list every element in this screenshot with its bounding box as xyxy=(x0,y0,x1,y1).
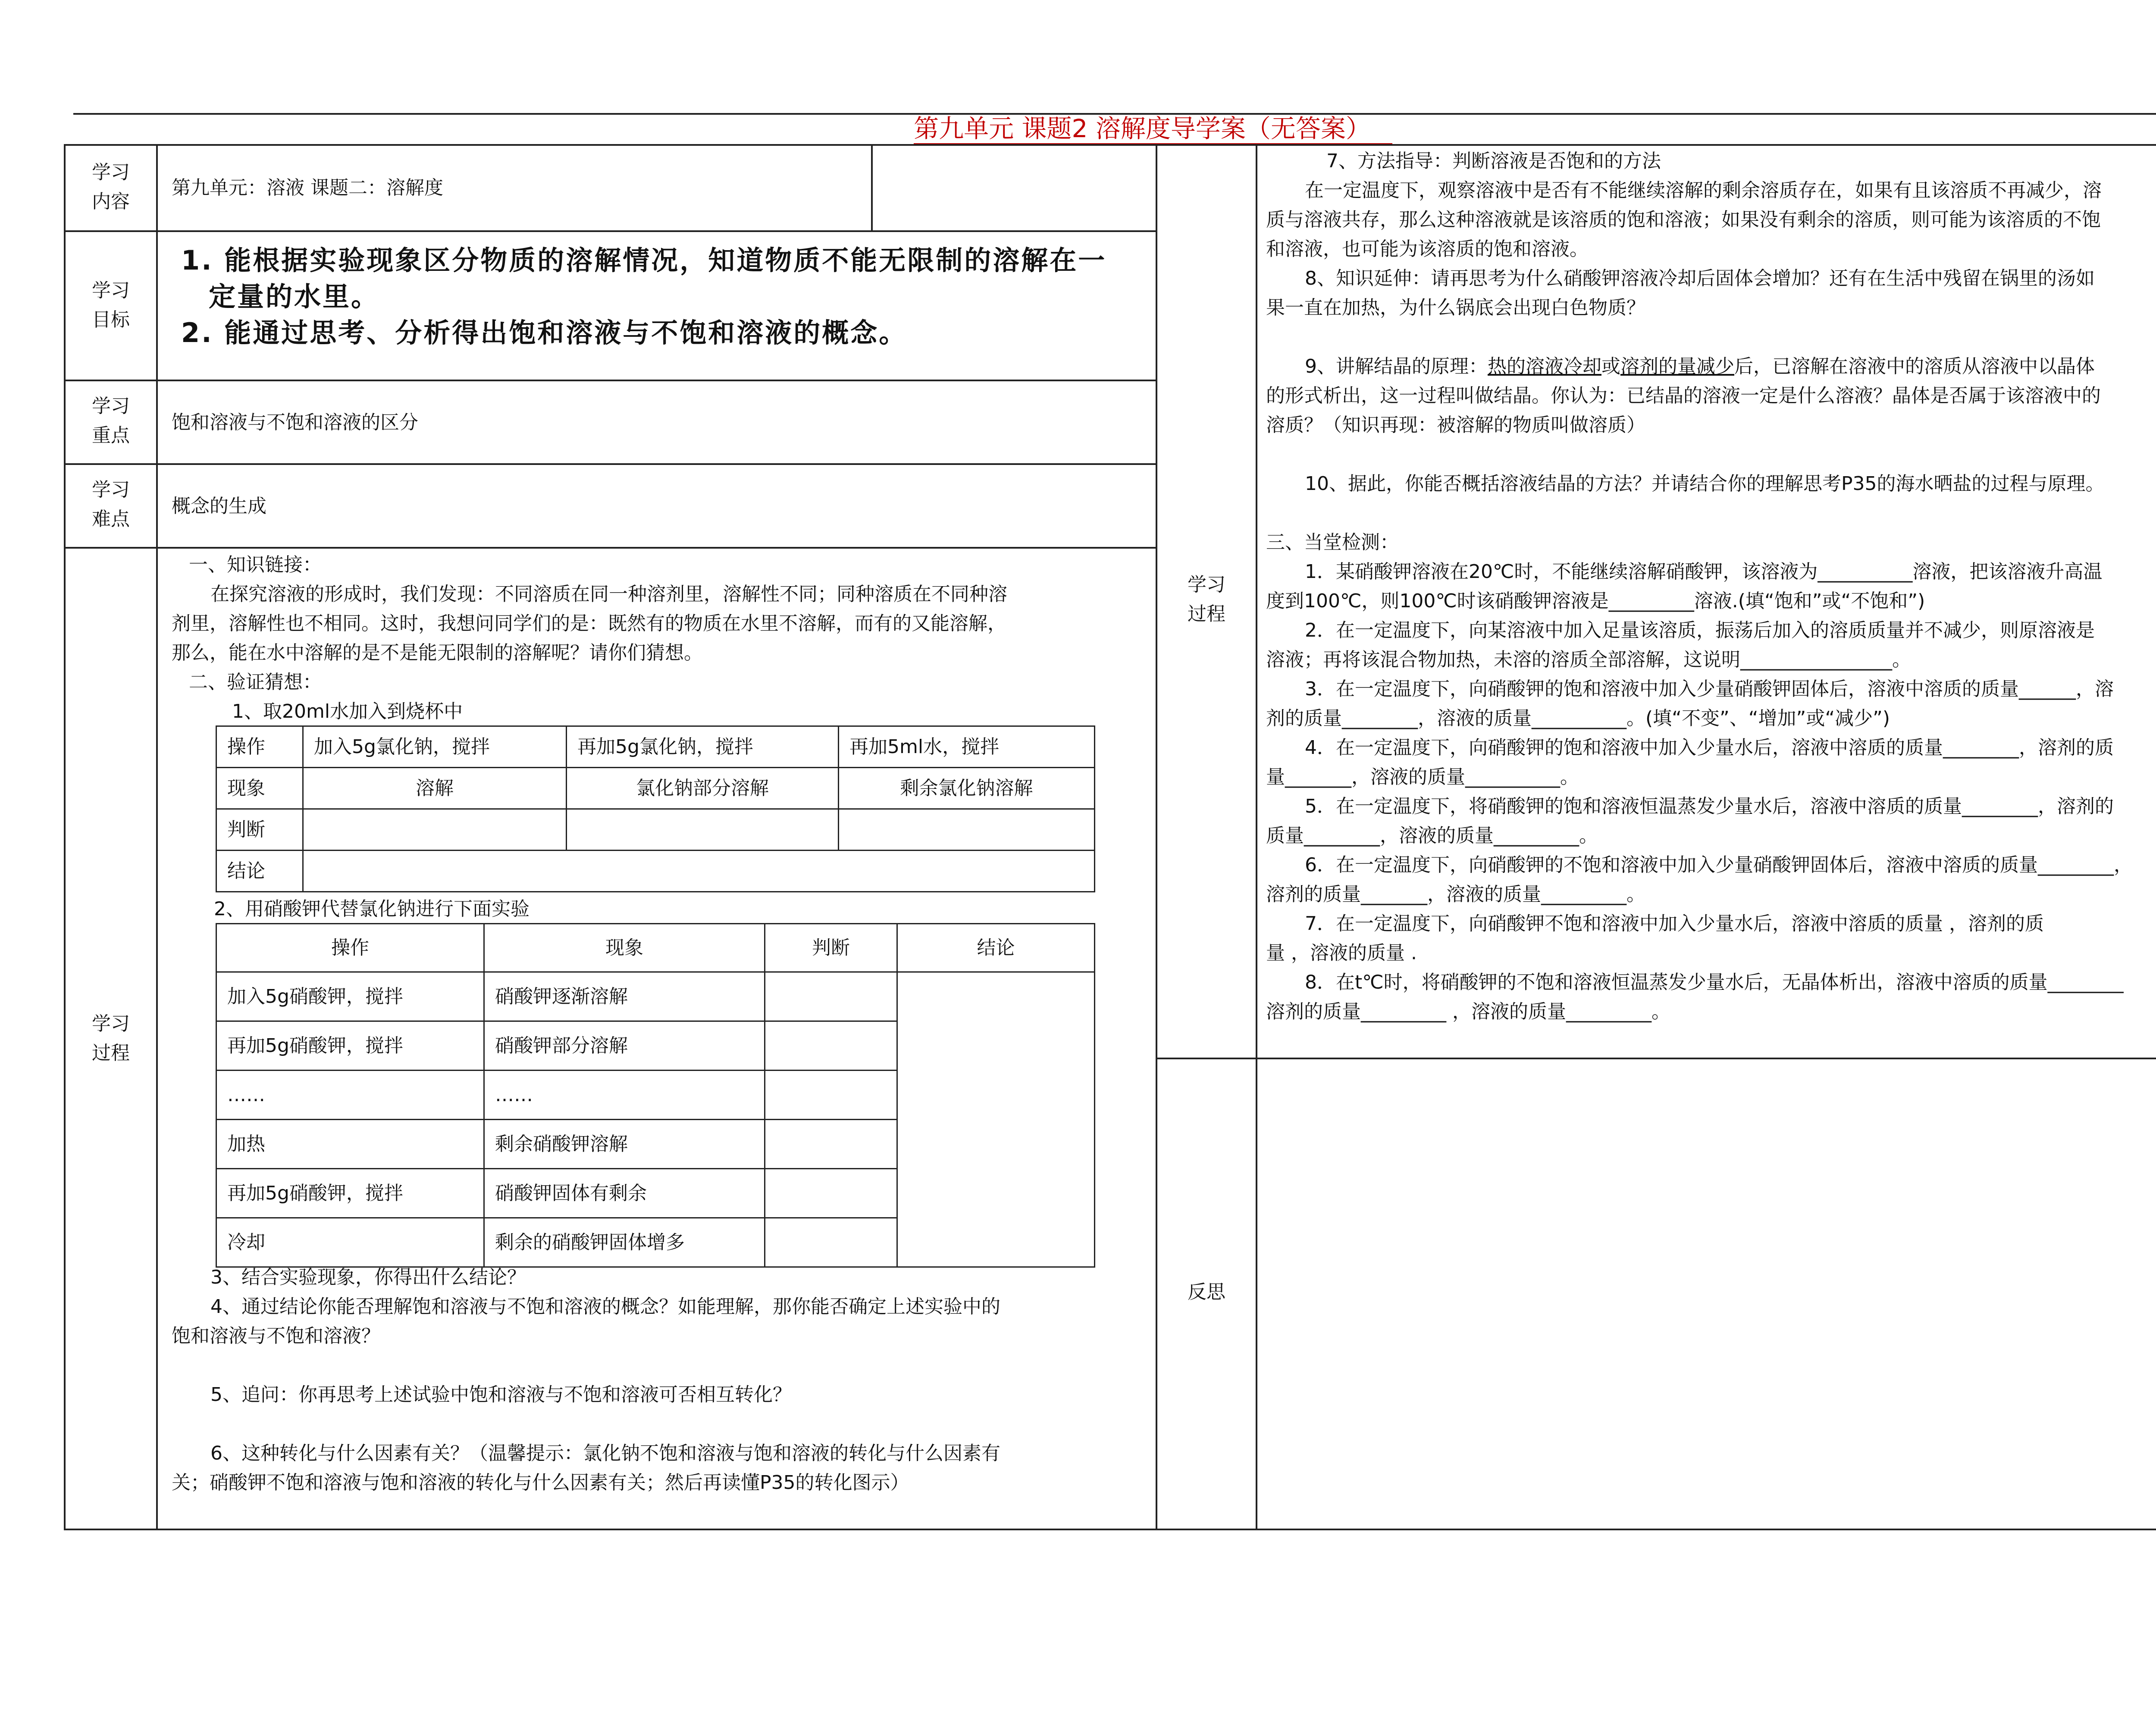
test-line: 8．在t℃时，将硝酸钾的不饱和溶液恒温蒸发少量水后，无晶体析出，溶液中溶质的质量________ xyxy=(1305,971,2124,993)
test-line: 量_______，溶液的质量__________。 xyxy=(1266,766,1579,788)
experiment-heading: 1、取20ml水加入到烧杯中 xyxy=(232,700,463,722)
test-line: 7．在一定温度下，向硝酸钾不饱和溶液中加入少量水后，溶液中溶质的质量 ，溶剂的质 xyxy=(1305,913,2044,935)
question-line: 6、这种转化与什么因素有关？（温馨提示：氯化钠不饱和溶液与饱和溶液的转化与什么因素有 xyxy=(210,1442,1000,1464)
label-reflection: 反思 xyxy=(1188,1281,1225,1303)
table-row xyxy=(216,726,1095,768)
table-cell: 加入5g硝酸钾，搅拌 xyxy=(216,972,484,1021)
table-cell xyxy=(839,809,1095,851)
table-cell xyxy=(765,972,897,1021)
table-cell: 现象 xyxy=(216,768,303,809)
table-cell: 剩余的硝酸钾固体增多 xyxy=(484,1218,765,1267)
table-cell: 现象 xyxy=(484,924,765,972)
label-study-focus: 学习重点 xyxy=(92,395,130,446)
table-cell: 操作 xyxy=(216,924,484,972)
question-line: 饱和溶液与不饱和溶液？ xyxy=(172,1325,380,1347)
study-focus: 饱和溶液与不饱和溶液的区分 xyxy=(172,411,418,433)
table-cell xyxy=(765,1218,897,1267)
divider xyxy=(64,230,1156,232)
test-line: 溶剂的质量_______，溶液的质量_________。 xyxy=(1266,883,1645,905)
test-line: 溶液；再将该混合物加热，未溶的溶质全部溶解，这说明________________。 xyxy=(1266,649,1911,671)
page-title: 第九单元 课题2 溶解度导学案（无答案） xyxy=(0,111,2156,146)
table-cell: 再加5g硝酸钾，搅拌 xyxy=(216,1169,484,1218)
paragraph-line: 在一定温度下，观察溶液中是否有不能继续溶解的剩余溶质存在，如果有且该溶质不再减少，溶 xyxy=(1305,179,2102,201)
divider xyxy=(871,144,873,231)
label-study-goals: 学习目标 xyxy=(92,279,130,331)
table-cell: 操作 xyxy=(216,726,303,768)
test-line: 剂的质量________，溶液的质量__________。(填“不变”、“增加”或“减少”) xyxy=(1266,707,1890,729)
paragraph-line: 质与溶液共存，那么这种溶液就是该溶质的饱和溶液；如果没有剩余的溶质，则可能为该溶质的不饱 xyxy=(1266,209,2101,231)
table-cell: 硝酸钾固体有剩余 xyxy=(484,1169,765,1218)
table-cell: 加热 xyxy=(216,1120,484,1169)
divider xyxy=(64,547,1156,549)
study-goals xyxy=(181,242,1147,351)
paragraph-line: 和溶液，也可能为该溶质的饱和溶液。 xyxy=(1266,238,1589,260)
paragraph-line: 的形式析出，这一过程叫做结晶。你认为：已结晶的溶液一定是什么溶液？晶体是否属于该溶液中的 xyxy=(1266,385,2101,407)
test-line: 5．在一定温度下，将硝酸钾的饱和溶液恒温蒸发少量水后，溶液中溶质的质量________，溶剂的 xyxy=(1305,795,2114,817)
table-cell xyxy=(765,1071,897,1120)
question-line: 8、知识延伸：请再思考为什么硝酸钾溶液冷却后固体会增加？还有在生活中残留在锅里的汤如 xyxy=(1305,267,2095,289)
table-cell: 氯化钠部分溶解 xyxy=(567,768,839,809)
test-line: 度到100℃，则100℃时该硝酸钾溶液是_________溶液.(填“饱和”或“不饱和”) xyxy=(1266,590,1925,612)
table-cell: 冷却 xyxy=(216,1218,484,1267)
table-cell: 再加5ml水，搅拌 xyxy=(839,726,1095,768)
test-line: 6．在一定温度下，向硝酸钾的不饱和溶液中加入少量硝酸钾固体后，溶液中溶质的质量________， xyxy=(1305,854,2133,876)
table-cell xyxy=(765,1120,897,1169)
table-cell: 溶解 xyxy=(303,768,567,809)
table-cell: 再加5g氯化钠，搅拌 xyxy=(567,726,839,768)
study-content: 第九单元：溶液 课题二：溶解度 xyxy=(172,177,443,199)
underlined-term: 热的溶液冷却 xyxy=(1488,355,1601,377)
test-line: 1．某硝酸钾溶液在20℃时，不能继续溶解硝酸钾，该溶液为__________溶液，把该溶液升高温 xyxy=(1305,561,2103,583)
table-cell xyxy=(765,1169,897,1218)
table-cell: 硝酸钾部分溶解 xyxy=(484,1021,765,1071)
question-line: 7、方法指导：判断溶液是否饱和的方法 xyxy=(1326,150,1661,172)
divider xyxy=(1156,1058,2156,1059)
table-row xyxy=(216,851,1095,892)
table-row xyxy=(216,924,1095,972)
table-cell xyxy=(897,972,1095,1267)
section-heading: 一、知识链接： xyxy=(189,554,322,576)
table-cell xyxy=(303,851,1095,892)
table-cell: …… xyxy=(216,1071,484,1120)
table-cell xyxy=(765,1021,897,1071)
table-cell: 结论 xyxy=(216,851,303,892)
table-cell xyxy=(303,809,567,851)
experiment-heading: 2、用硝酸钾代替氯化钠进行下面实验 xyxy=(214,898,530,920)
goal-line: 定量的水里。 xyxy=(209,281,380,312)
table-row xyxy=(216,768,1095,809)
test-line: 量 ，溶液的质量 . xyxy=(1266,942,1417,964)
test-line: 2．在一定温度下，向某溶液中加入足量该溶质，振荡后加入的溶质质量并不减少，则原溶液是 xyxy=(1305,619,2095,641)
divider xyxy=(1256,144,1257,1530)
question-line: 9、讲解结晶的原理：热的溶液冷却或溶剂的量减少后，已溶解在溶液中的溶质从溶液中以晶体 xyxy=(1305,355,2095,377)
table-cell: 剩余氯化钠溶解 xyxy=(839,768,1095,809)
divider xyxy=(64,463,1156,465)
goal-line: 1. 能根据实验现象区分物质的溶解情况，知道物质不能无限制的溶解在一 xyxy=(181,245,1107,276)
table-cell: 加入5g氯化钠，搅拌 xyxy=(303,726,567,768)
question-line: 3、结合实验现象，你得出什么结论？ xyxy=(210,1266,526,1288)
divider xyxy=(1156,144,1157,1530)
study-difficulty: 概念的生成 xyxy=(172,495,266,517)
table-cell: 判断 xyxy=(216,809,303,851)
label-study-process: 学习过程 xyxy=(92,1013,130,1064)
table-cell: 判断 xyxy=(765,924,897,972)
question-line: 4、通过结论你能否理解饱和溶液与不饱和溶液的概念？如能理解，那你能否确定上述实验中的 xyxy=(210,1296,1000,1318)
table-cell xyxy=(567,809,839,851)
paragraph-line: 溶质？（知识再现：被溶解的物质叫做溶质） xyxy=(1266,414,1645,436)
underlined-term: 溶剂的量减少 xyxy=(1620,355,1734,377)
section-heading: 二、验证猜想： xyxy=(189,671,322,693)
question-line: 5、追问：你再思考上述试验中饱和溶液与不饱和溶液可否相互转化？ xyxy=(210,1384,792,1406)
paragraph-line: 在探究溶液的形成时，我们发现：不同溶质在同一种溶剂里，溶解性不同；同种溶质在不同种溶 xyxy=(210,583,1007,605)
label-process-right: 学习过程 xyxy=(1188,574,1225,625)
section-heading: 三、当堂检测： xyxy=(1266,531,1399,553)
paragraph-line: 剂里，溶解性也不相同。这时，我想问同学们的是：既然有的物质在水里不溶解，而有的又能溶解， xyxy=(172,612,1006,634)
test-line: 溶剂的质量_________ ，溶液的质量_________。 xyxy=(1266,1001,1670,1023)
goal-line: 2. 能通过思考、分析得出饱和溶液与不饱和溶液的概念。 xyxy=(181,317,908,349)
label-study-content: 学习内容 xyxy=(92,161,130,213)
question-line: 10、据此，你能否概括溶液结晶的方法？并请结合你的理解思考P35的海水晒盐的过程与原理。 xyxy=(1305,473,2105,495)
table-row xyxy=(216,972,1095,1021)
table-cell: 再加5g硝酸钾，搅拌 xyxy=(216,1021,484,1071)
test-line: 4．在一定温度下，向硝酸钾的饱和溶液中加入少量水后，溶液中溶质的质量________，溶剂的质 xyxy=(1305,737,2114,759)
experiment-table-2 xyxy=(216,923,1095,1268)
question-line: 果一直在加热，为什么锅底会出现白色物质？ xyxy=(1266,297,1645,319)
table-cell: …… xyxy=(484,1071,765,1120)
process-section-1 xyxy=(172,550,1150,726)
process-section-2 xyxy=(172,1263,1150,1498)
table-row xyxy=(216,809,1095,851)
test-line: 质量________，溶液的质量_________。 xyxy=(1266,825,1598,847)
table-cell: 剩余硝酸钾溶解 xyxy=(484,1120,765,1169)
right-process-content xyxy=(1266,147,2156,1027)
divider xyxy=(64,380,1156,381)
experiment-table-1 xyxy=(216,725,1095,892)
label-study-difficulty: 学习难点 xyxy=(92,479,130,530)
test-line: 3．在一定温度下，向硝酸钾的饱和溶液中加入少量硝酸钾固体后，溶液中溶质的质量______，溶 xyxy=(1305,678,2114,700)
table-cell: 硝酸钾逐渐溶解 xyxy=(484,972,765,1021)
question-line: 关；硝酸钾不饱和溶液与饱和溶液的转化与什么因素有关；然后再读懂P35的转化图示） xyxy=(172,1472,909,1494)
divider xyxy=(156,144,158,1530)
table-cell: 结论 xyxy=(897,924,1095,972)
paragraph-line: 那么，能在水中溶解的是不是能无限制的溶解呢？请你们猜想。 xyxy=(172,642,703,664)
